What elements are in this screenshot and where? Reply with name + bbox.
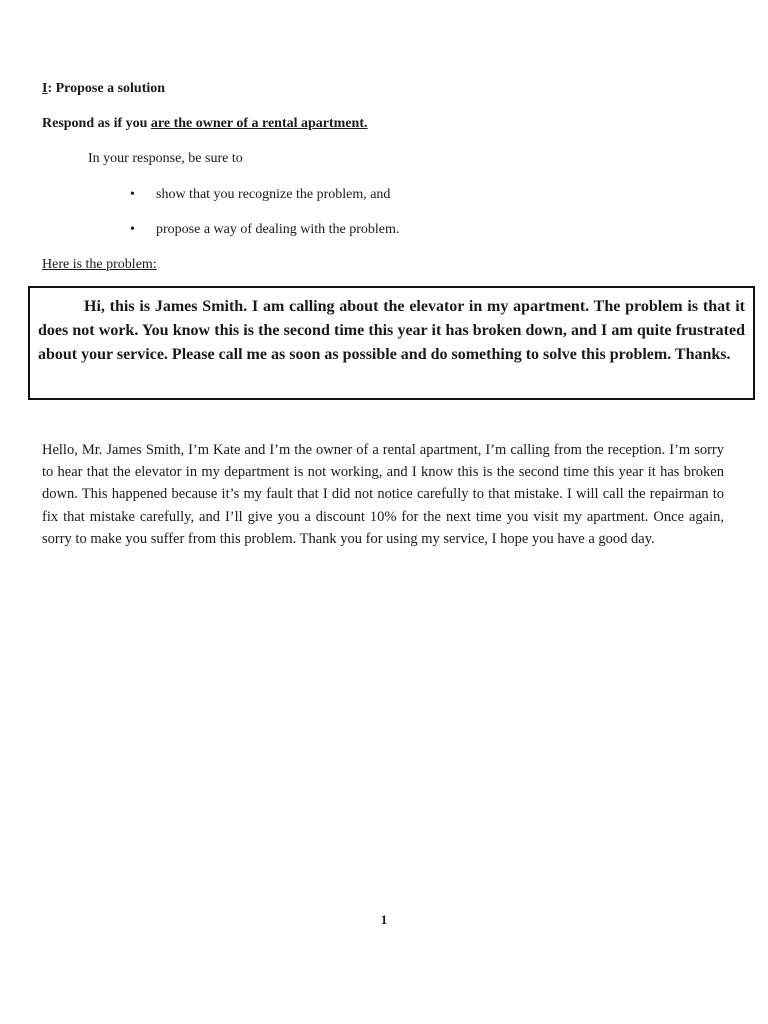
problem-box (28, 286, 755, 400)
page-number: 1 (380, 912, 388, 927)
intro-text: In your response, be sure to (88, 151, 243, 166)
instruction-role: are the owner of a rental apartment. (150, 116, 368, 131)
instruction-line (42, 115, 368, 133)
problem-text: Hi, this is James Smith. I am calling about the elevator in my apartment. The problem is that it does not work. You know this is the second time this year it has broken down, and I am quite frustrated about your service. Please call me as soon as possible and do something to solve this problem. Thanks. (38, 298, 745, 363)
bullet-text: propose a way of dealing with the problem. (156, 222, 400, 237)
bullet-text: show that you recognize the problem, and (156, 187, 391, 202)
instruction-prefix: Respond as if you (42, 116, 151, 131)
section-number: I (42, 81, 48, 96)
section-separator: : (47, 81, 56, 96)
bullet-dot-icon: • (130, 187, 135, 202)
bullet-item (130, 186, 390, 204)
problem-label: Here is the problem: (42, 257, 157, 272)
response-paragraph: Hello, Mr. James Smith, I’m Kate and I’m the owner of a rental apartment, I’m calling from the reception. I’m sorry to hear that the elevator in my department is not working, and I know this is the second time this year it has broken down. This happened because it’s my fault that I did not notice carefully to that mistake. I will call the repairman to fix that mistake carefully, and I’ll give you a discount 10% for the next time you visit my apartment. Once again, sorry to make you suffer from this problem. Thank you for using my service, I hope you have a good day. (42, 442, 724, 547)
section-heading (42, 80, 165, 98)
section-title: Propose a solution (55, 81, 166, 96)
bullet-dot-icon: • (130, 222, 135, 237)
bullet-item (130, 221, 399, 239)
